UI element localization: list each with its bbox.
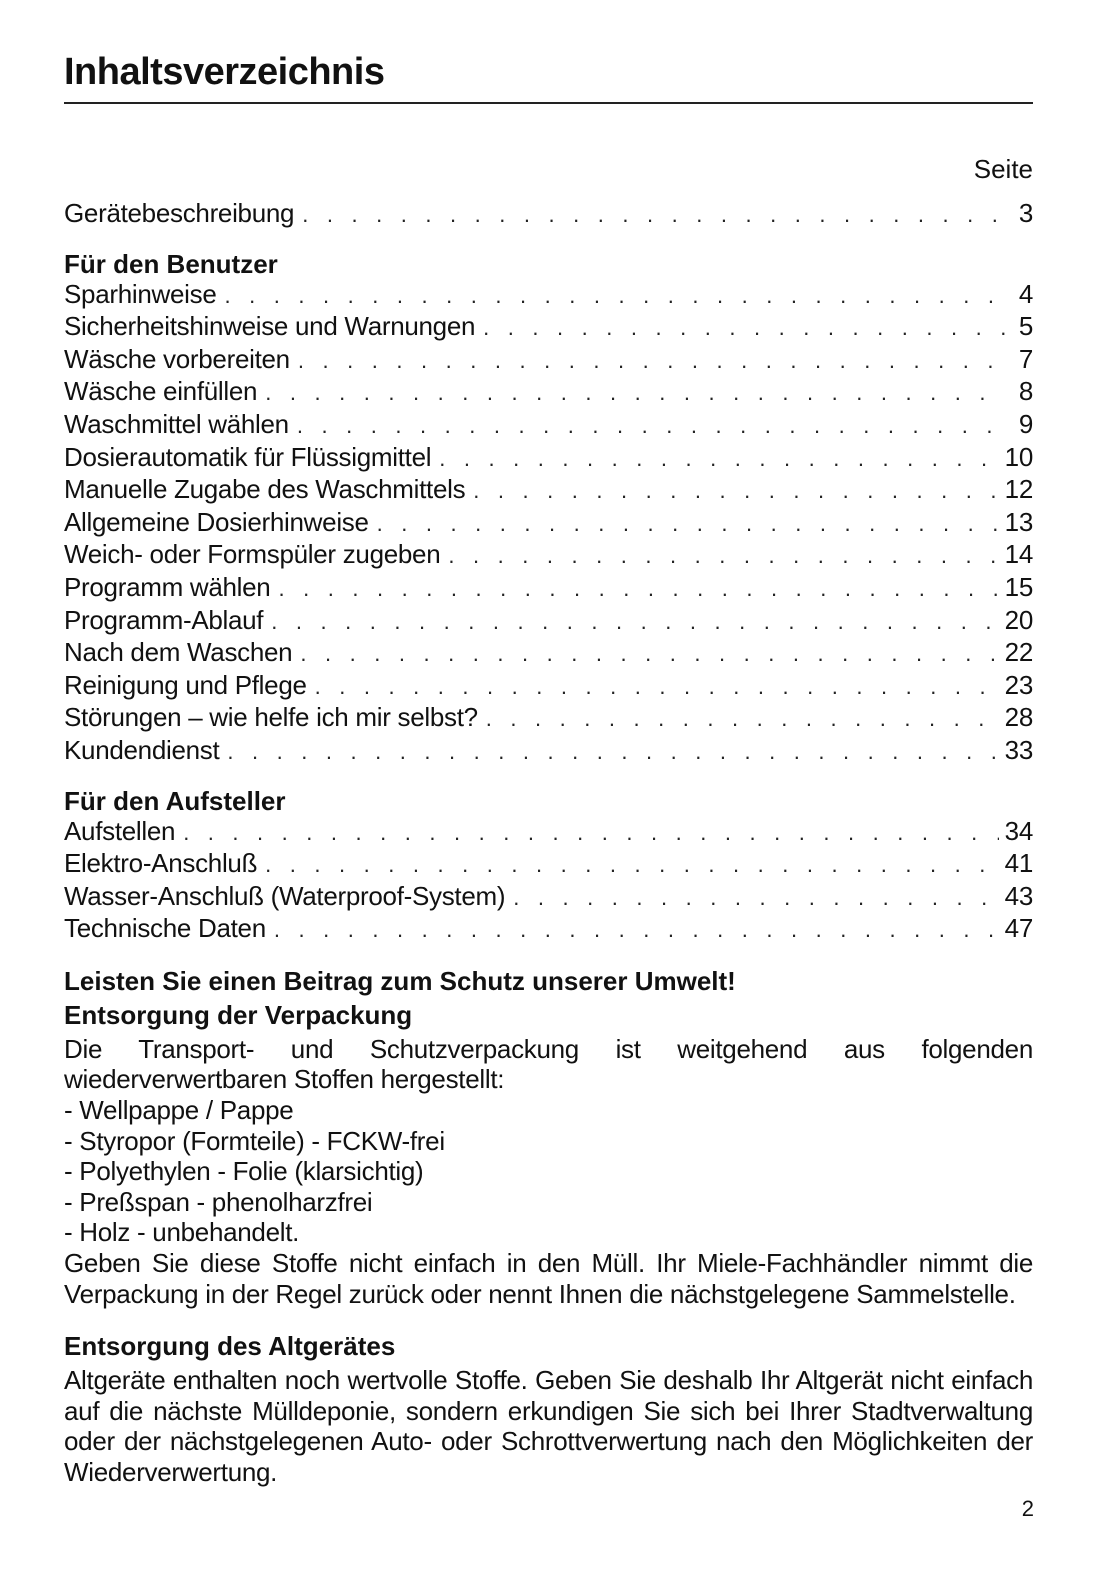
toc-leader-dots (486, 704, 999, 735)
toc-entry[interactable] (64, 848, 1033, 881)
toc-leader-dots (298, 346, 1005, 377)
toc-entry[interactable] (64, 816, 1033, 849)
toc-entry-page: 41 (1004, 848, 1033, 879)
packaging-intro: Die Transport- und Schutzverpackung ist weitgehend aus folgenden wiederverwertbaren Stoffen hergestellt: (64, 1033, 1033, 1095)
materials-list (64, 1095, 1033, 1248)
toc-leader-dots (265, 850, 999, 881)
toc-entry[interactable] (64, 735, 1033, 768)
old-device-heading: Entsorgung des Altgerätes (64, 1331, 396, 1362)
toc-entry[interactable] (64, 311, 1033, 344)
toc-entry-label: Wäsche einfüllen (64, 376, 258, 407)
toc-entry[interactable] (64, 409, 1033, 442)
toc-sections (64, 249, 1033, 946)
toc-entry[interactable] (64, 376, 1033, 409)
toc-leader-dots (225, 281, 1006, 312)
toc-entry[interactable] (64, 198, 1033, 231)
material-item: - Polyethylen - Folie (klarsichtig) (64, 1156, 424, 1187)
packaging-outro: Geben Sie diese Stoffe nicht einfach in den Müll. Ihr Miele-Fachhändler nimmt die Verpackung in der Regel zurück oder nennt Ihnen die nächstgelegene Sammelstelle. (64, 1248, 1033, 1309)
toc-entry-label: Waschmittel wählen (64, 408, 289, 439)
old-device-text: Altgeräte enthalten noch wertvolle Stoffe. Geben Sie deshalb Ihr Altgerät nicht einfach auf die nächste Mülldeponie, sondern erkundigen Sie sich bei Ihrer Stadtverwaltung oder der nächstgelegenen Auto- oder Schrottverwertung nach den Möglichkeiten der Wiederverwertung. (64, 1365, 1033, 1487)
toc-entry[interactable] (64, 442, 1033, 475)
material-item: - Holz - unbehandelt. (64, 1217, 300, 1248)
toc-entry-label: Elektro-Anschluß (64, 848, 258, 879)
material-item: - Preßspan - phenolharzfrei (64, 1186, 373, 1217)
toc-entry[interactable] (64, 702, 1033, 735)
toc-entry-page: 8 (1018, 376, 1033, 407)
toc-entry[interactable] (64, 913, 1033, 946)
toc-entry-page: 9 (1018, 408, 1033, 439)
toc-entry-page: 34 (1004, 815, 1033, 846)
toc-entry[interactable] (64, 670, 1033, 703)
toc-leader-dots (473, 476, 998, 507)
toc-leader-dots (278, 574, 998, 605)
toc-entry-label: Manuelle Zugabe des Waschmittels (64, 474, 466, 505)
toc-entry-page: 47 (1004, 913, 1033, 944)
toc-leader-dots (377, 509, 999, 540)
toc-entry[interactable] (64, 344, 1033, 377)
toc-entry[interactable] (64, 605, 1033, 638)
toc-entry-page: 43 (1004, 880, 1033, 911)
toc-leader-dots (448, 541, 998, 572)
toc-entry-label: Wasser-Anschluß (Waterproof-System) (64, 880, 506, 911)
toc-leader-dots (302, 200, 1005, 231)
toc-entry-page: 33 (1004, 734, 1033, 765)
material-item: - Wellpappe / Pappe (64, 1095, 294, 1126)
toc-leader-dots (274, 915, 999, 946)
toc-leader-dots (439, 444, 998, 475)
toc-section-heading: Für den Aufsteller (64, 785, 286, 816)
toc-entry[interactable] (64, 572, 1033, 605)
environment-heading: Leisten Sie einen Beitrag zum Schutz unserer Umwelt! (64, 965, 736, 996)
toc-section-heading: Für den Benutzer (64, 248, 278, 279)
toc-leader-dots (297, 411, 1005, 442)
toc-entry-label: Reinigung und Pflege (64, 669, 307, 700)
toc-leader-dots (183, 818, 998, 849)
toc-entry[interactable] (64, 881, 1033, 914)
toc-entry-page: 15 (1004, 571, 1033, 602)
toc-entry-label: Sicherheitshinweise und Warnungen (64, 311, 476, 342)
packaging-heading: Entsorgung der Verpackung (64, 999, 413, 1030)
toc-entry-label: Wäsche vorbereiten (64, 343, 290, 374)
toc-entry[interactable] (64, 637, 1033, 670)
toc-entry-page: 20 (1004, 604, 1033, 635)
toc-leader-dots (513, 883, 998, 914)
toc-leader-dots (265, 378, 1005, 409)
toc-entry-label: Weich- oder Formspüler zugeben (64, 539, 441, 570)
toc-entry-page: 23 (1004, 669, 1033, 700)
toc-leader-dots (300, 639, 998, 670)
toc-entry-label: Störungen – wie helfe ich mir selbst? (64, 702, 478, 733)
material-item: - Styropor (Formteile) - FCKW-frei (64, 1125, 445, 1156)
toc-leader-dots (227, 737, 998, 768)
toc-entry-label: Sparhinweise (64, 278, 217, 309)
toc-leader-dots (315, 672, 999, 703)
page-title: Inhaltsverzeichnis (64, 51, 385, 93)
toc-entry-page: 3 (1018, 198, 1033, 228)
toc-entry-page: 13 (1004, 506, 1033, 537)
toc-entry-label: Dosierautomatik für Flüssigmittel (64, 441, 432, 472)
toc-entry-page: 22 (1004, 637, 1033, 668)
toc-entry-page: 28 (1004, 702, 1033, 733)
toc-entry-label: Programm-Ablauf (64, 604, 264, 635)
toc-entry-label: Technische Daten (64, 913, 266, 944)
toc-entry-label: Gerätebeschreibung (64, 198, 295, 228)
toc-entry-label: Programm wählen (64, 571, 271, 602)
toc-entry-page: 12 (1004, 474, 1033, 505)
seite-label: Seite (973, 154, 1033, 184)
toc-entry-label: Aufstellen (64, 815, 176, 846)
toc-entry[interactable] (64, 474, 1033, 507)
title-rule (64, 102, 1033, 104)
toc-entry-page: 4 (1018, 278, 1033, 309)
page-number: 2 (1021, 1496, 1034, 1521)
toc-entry[interactable] (64, 539, 1033, 572)
toc-entry-page: 7 (1018, 343, 1033, 374)
toc-leader-dots (483, 313, 1005, 344)
toc-entry-label: Nach dem Waschen (64, 637, 293, 668)
toc-entry-page: 14 (1004, 539, 1033, 570)
document-page (64, 50, 1033, 1488)
toc-entry[interactable] (64, 507, 1033, 540)
toc-leader-dots (271, 607, 998, 638)
toc-entry-label: Allgemeine Dosierhinweise (64, 506, 369, 537)
toc-entry-label: Kundendienst (64, 734, 220, 765)
toc-entry-page: 10 (1004, 441, 1033, 472)
toc-entry[interactable] (64, 279, 1033, 312)
toc-entry-page: 5 (1018, 311, 1033, 342)
